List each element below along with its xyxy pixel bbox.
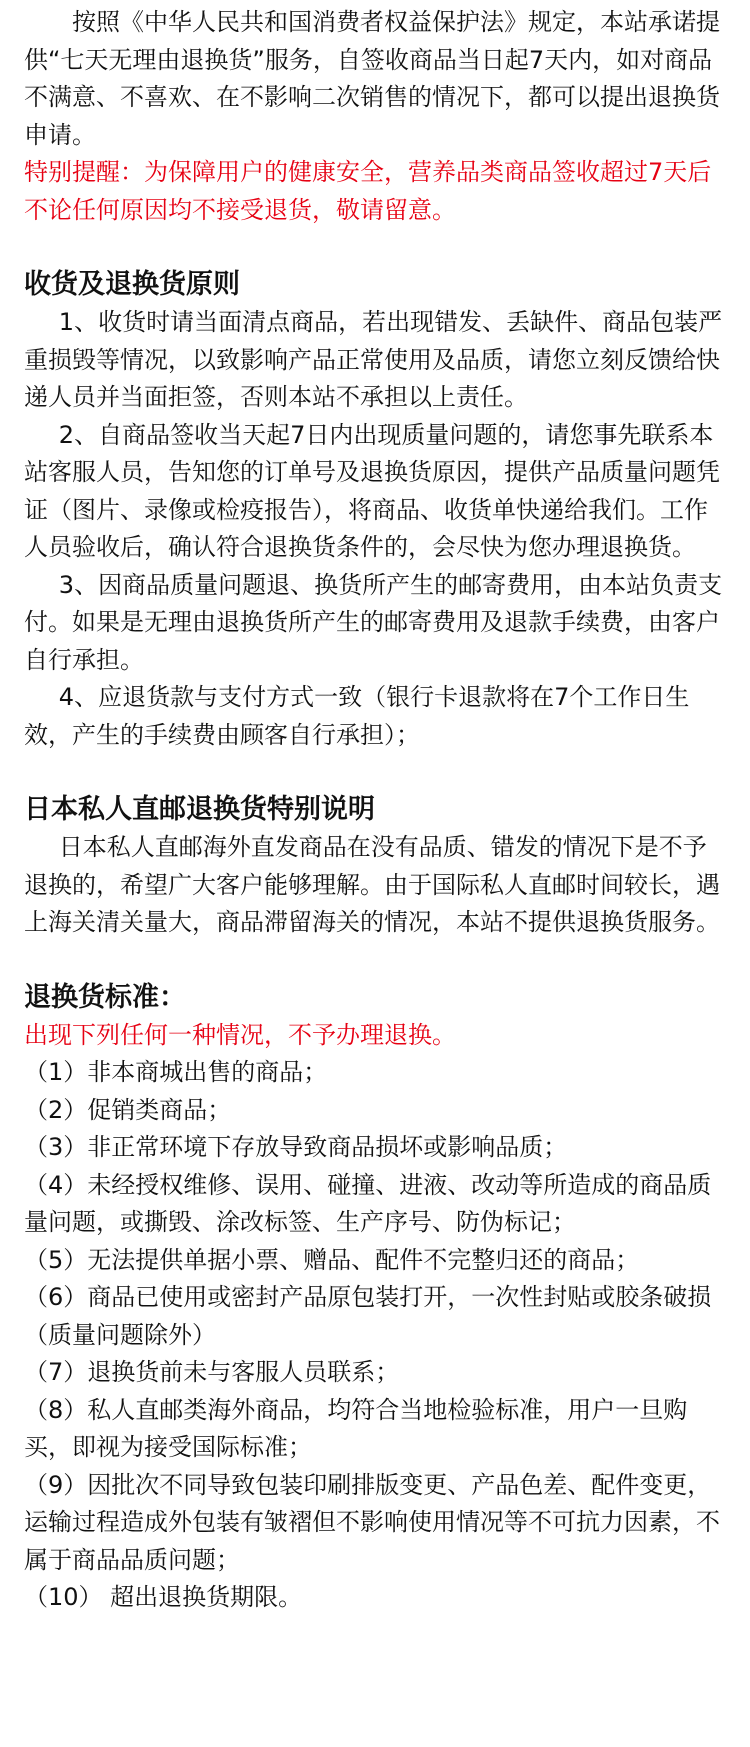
section-spacer: [24, 942, 726, 979]
standards-item: （7）退换货前未与客服人员联系；: [24, 1358, 400, 1386]
standards-item: （2）促销类商品；: [24, 1095, 232, 1124]
principles-item-4: 4、应退货款与支付方式一致（银行卡退款将在7个工作日生效，产生的手续费由顾客自行承担）；: [24, 683, 690, 749]
standards-warning: 出现下列任何一种情况，不予办理退换。: [24, 1020, 456, 1049]
standards-item: （4）未经授权维修、误用、碰撞、进液、改动等所造成的商品质量问题，或撕毁、涂改标签、生产序号、防伪标记；: [24, 1170, 712, 1236]
standards-item: （5）无法提供单据小票、赠品、配件不完整归还的商品；: [24, 1245, 640, 1274]
section-spacer: [24, 754, 726, 791]
principles-item-2: 2、自商品签收当天起7日内出现质量问题的，请您事先联系本站客服人员，告知您的订单号及退换货原因，提供产品质量问题凭证（图片、录像或检疫报告），将商品、收货单快递给我们。工作人员验收后，确认符合退换货条件的，会尽快为您办理退换货。: [24, 420, 720, 561]
japan-heading: 日本私人直邮退换货特别说明: [24, 794, 375, 825]
section-spacer: [24, 229, 726, 266]
intro-paragraph: 按照《中华人民共和国消费者权益保护法》规定，本站承诺提供“七天无理由退换货”服务，自签收商品当日起7天内，如对商品不满意、不喜欢、在不影响二次销售的情况下，都可以提出退换货申请。: [24, 8, 720, 149]
standards-item: （8）私人直邮类海外商品，均符合当地检验标准，用户一旦购买，即视为接受国际标准；: [24, 1395, 688, 1461]
principles-item-1: 1、收货时请当面清点商品，若出现错发、丢缺件、商品包装严重损毁等情况，以致影响产品正常使用及品质，请您立刻反馈给快递人员并当面拒签，否则本站不承担以上责任。: [24, 308, 723, 411]
standards-item: （9）因批次不同导致包装印刷排版变更、产品色差、配件变更，运输过程造成外包装有皱褶但不影响使用情况等不可抗力因素，不属于商品品质问题；: [24, 1470, 720, 1574]
principles-item-3: 3、因商品质量问题退、换货所产生的邮寄费用，由本站负责支付。如果是无理由退换货所产生的邮寄费用及退款手续费，由客户自行承担。: [24, 570, 723, 674]
standards-item: （6）商品已使用或密封产品原包装打开，一次性封贴或胶条破损（质量问题除外）: [24, 1283, 712, 1349]
japan-paragraph: 日本私人直邮海外直发商品在没有品质、错发的情况下是不予退换的，希望广大客户能够理解。由于国际私人直邮时间较长，遇上海关清关量大，商品滞留海关的情况，本站不提供退换货服务。: [24, 833, 720, 936]
standards-item: （10） 超出退换货期限。: [24, 1583, 303, 1611]
standards-heading: 退换货标准：: [24, 981, 186, 1013]
principles-heading: 收货及退换货原则: [24, 269, 240, 300]
standards-item: （1）非本商城出售的商品；: [24, 1058, 328, 1086]
intro-warning: 特别提醒：为保障用户的健康安全，营养品类商品签收超过7天后不论任何原因均不接受退货，敬请留意。: [24, 158, 712, 224]
standards-list: [24, 1054, 726, 1617]
standards-item: （3）非正常环境下存放导致商品损坏或影响品质；: [24, 1133, 568, 1161]
